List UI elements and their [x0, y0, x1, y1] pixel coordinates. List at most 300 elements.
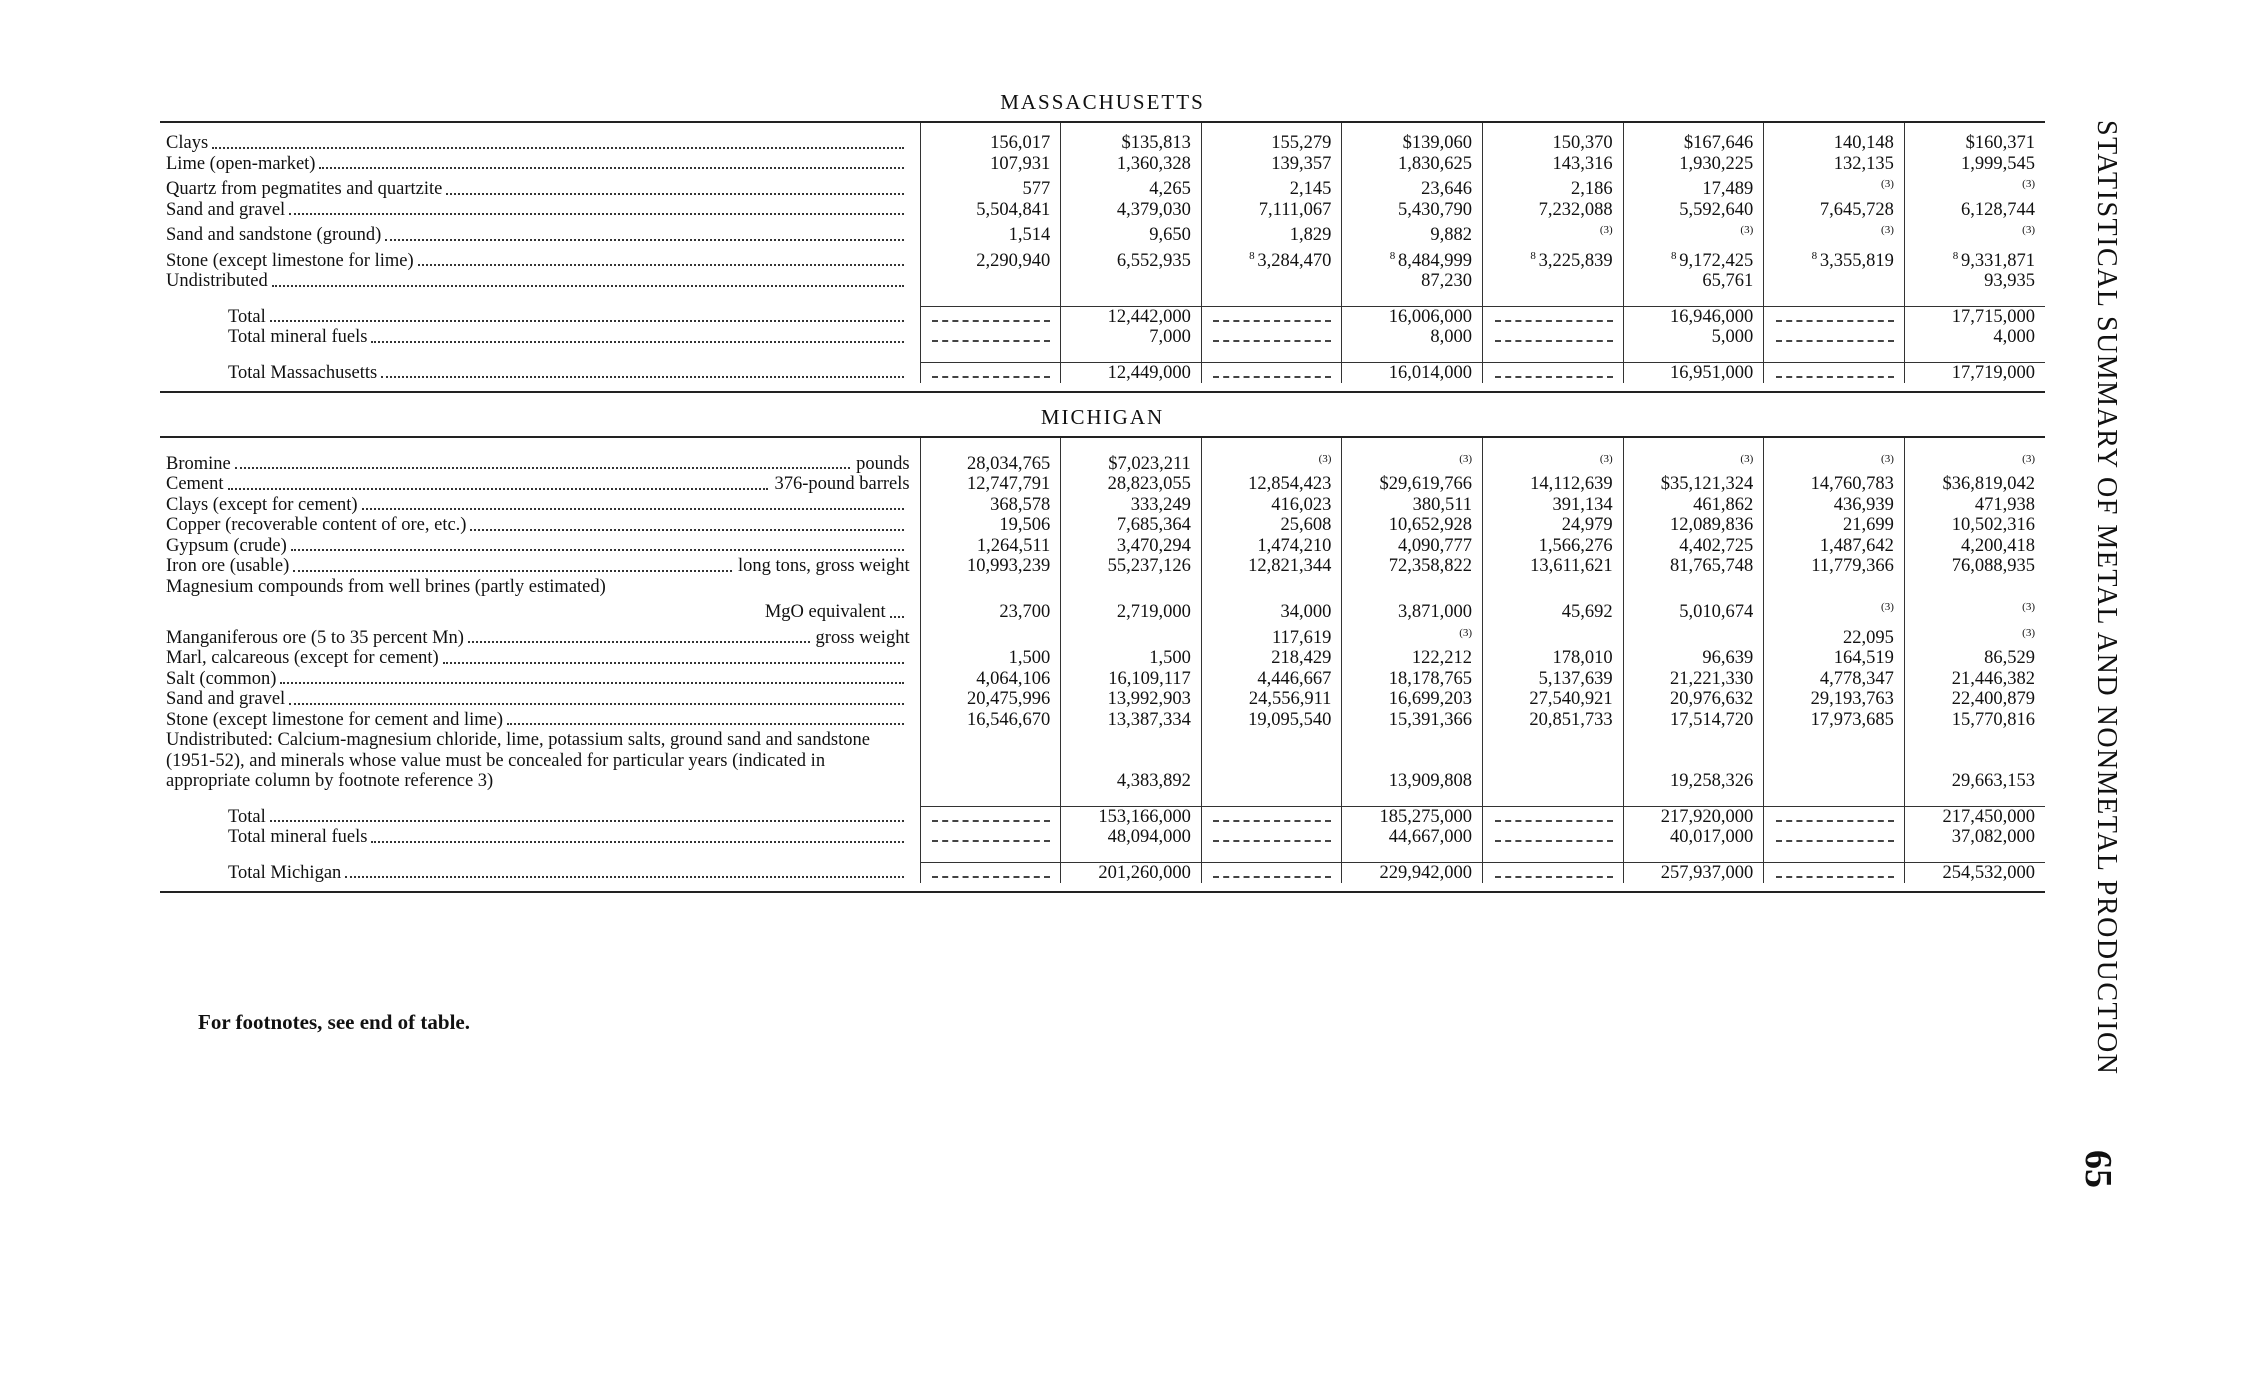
row-label: Total Michigan: [228, 862, 342, 883]
cell: [1904, 495, 2045, 516]
cell-value: (3): [1881, 224, 1894, 237]
cell-value: (3): [2022, 224, 2035, 237]
cell: [1061, 648, 1202, 669]
cell-value: 139,357: [1271, 153, 1332, 174]
cell: [1201, 220, 1342, 246]
cell-value: 1,500: [1149, 648, 1191, 669]
dash-placeholder: [1776, 367, 1894, 378]
cell: [1342, 220, 1483, 246]
cell: [1623, 556, 1764, 577]
cell: [1623, 577, 1764, 598]
row-label-cell: [160, 362, 920, 383]
cell: [1764, 623, 1905, 649]
cell: [1483, 623, 1624, 649]
row-label-cell: [160, 200, 920, 221]
cell: [1904, 515, 2045, 536]
table-row: [160, 200, 2045, 221]
cell-value: 1,999,545: [1961, 153, 2035, 174]
cell: [1483, 174, 1624, 200]
cell-value: 416,023: [1271, 494, 1332, 515]
table-row: [160, 556, 2045, 577]
row-label: Lime (open-market): [166, 153, 316, 174]
cell-value: 4,090,777: [1398, 535, 1473, 556]
row-label: Magnesium compounds from well brines (partly estimated): [166, 576, 606, 597]
cell: [1061, 669, 1202, 690]
cell-value: 254,532,000: [1942, 862, 2035, 883]
cell: [1904, 862, 2045, 883]
cell: [1201, 362, 1342, 383]
dash-placeholder: [1495, 867, 1613, 878]
cell: [1764, 862, 1905, 883]
cell: [1483, 154, 1624, 175]
cell: [1623, 862, 1764, 883]
cell: [1483, 648, 1624, 669]
dash-placeholder: [1213, 867, 1331, 878]
cell-value: 1,930,225: [1679, 153, 1754, 174]
cell-value: 201,260,000: [1098, 862, 1191, 883]
cell: [1764, 827, 1905, 848]
row-label-cell: [160, 556, 920, 577]
cell: [1201, 862, 1342, 883]
cell-value: 48,094,000: [1107, 827, 1191, 848]
cell-value: 34,000: [1280, 602, 1332, 623]
cell-value: 13,611,621: [1530, 556, 1613, 577]
cell-value: 391,134: [1552, 494, 1613, 515]
cell-value: 2,145: [1289, 179, 1332, 200]
cell-value: $^8$ 3,225,839: [1530, 249, 1613, 271]
cell: [1483, 495, 1624, 516]
cell: [1623, 174, 1764, 200]
table-row: [160, 623, 2045, 649]
row-label: Sand and gravel: [166, 199, 286, 220]
cell-value: 12,442,000: [1107, 306, 1191, 327]
table-row: [160, 220, 2045, 246]
row-unit: long tons, gross weight: [737, 556, 910, 577]
row-label: Marl, calcareous (except for cement): [166, 648, 439, 669]
table-row: [160, 174, 2045, 200]
cell: [920, 154, 1061, 175]
cell-value: 1,500: [1008, 648, 1051, 669]
cell-value: (3): [2022, 626, 2035, 639]
cell-value: 14,760,783: [1810, 474, 1894, 495]
total-row: [160, 827, 2045, 848]
leader-dots: [293, 570, 732, 572]
cell-value: 1,474,210: [1257, 535, 1332, 556]
cell-value: 4,383,892: [1116, 771, 1191, 792]
cell: [1061, 438, 1202, 474]
cell: [1623, 495, 1764, 516]
rule: [160, 391, 2045, 393]
cell-value: (3): [1881, 178, 1894, 190]
dash-placeholder: [1776, 311, 1894, 322]
leader-dots: [470, 529, 903, 531]
cell: [1483, 669, 1624, 690]
row-label: Undistributed: [166, 271, 268, 292]
cell-value: 229,942,000: [1379, 862, 1473, 883]
cell-value: 1,830,625: [1398, 153, 1473, 174]
cell: [1342, 862, 1483, 883]
table-row: [160, 669, 2045, 690]
cell-value: 7,685,364: [1116, 515, 1191, 536]
cell: [1201, 689, 1342, 710]
cell: [1904, 200, 2045, 221]
cell-value: 1,829: [1289, 225, 1332, 246]
leader-dots: [212, 147, 903, 149]
cell: [1483, 474, 1624, 495]
row-label: Sand and gravel: [166, 689, 286, 710]
cell-value: 5,137,639: [1538, 668, 1613, 689]
cell-value: 4,200,418: [1961, 535, 2035, 556]
cell-value: 436,939: [1833, 494, 1894, 515]
cell: [1623, 306, 1764, 327]
cell-value: 28,034,765: [966, 453, 1051, 474]
row-label-cell: [160, 597, 920, 623]
cell-value: 217,920,000: [1660, 806, 1754, 827]
row-label: Undistributed: Calcium-magnesium chloride, lime, potassium salts, ground sand and sandstone (1951-52), and minerals whose value must be concealed for particular years (indicated in appropriate column by footnote reference 3): [166, 730, 870, 792]
cell: [920, 806, 1061, 827]
cell-value: 4,446,667: [1257, 668, 1332, 689]
cell-value: 17,715,000: [1951, 306, 2035, 327]
cell: [1201, 246, 1342, 272]
cell: [1342, 362, 1483, 383]
cell: [1342, 474, 1483, 495]
row-label-cell: [160, 689, 920, 710]
cell-value: 40,017,000: [1670, 827, 1754, 848]
cell-value: $^8$ 9,172,425: [1671, 249, 1754, 271]
cell-value: 65,761: [1702, 271, 1754, 292]
cell: [1342, 246, 1483, 272]
cell-value: 10,652,928: [1388, 515, 1473, 536]
cell-value: 22,400,879: [1951, 689, 2035, 710]
spacer-row: [160, 792, 2045, 807]
cell: [1904, 827, 2045, 848]
cell: [1061, 710, 1202, 731]
cell-value: 7,111,067: [1258, 199, 1332, 220]
cell: [1342, 495, 1483, 516]
cell-value: 150,370: [1552, 133, 1613, 153]
leader-dots: [289, 703, 903, 705]
cell: [1061, 515, 1202, 536]
cell: [1061, 327, 1202, 348]
dash-placeholder: [932, 311, 1050, 322]
cell-value: 178,010: [1552, 648, 1613, 669]
cell-value: (3): [1881, 601, 1894, 614]
cell: [1483, 327, 1624, 348]
row-label-cell: [160, 536, 920, 557]
row-unit: gross weight: [815, 627, 910, 648]
cell-value: 24,979: [1561, 515, 1613, 536]
cell: [1342, 689, 1483, 710]
cell: [920, 362, 1061, 383]
dash-placeholder: [1776, 811, 1894, 822]
cell: [920, 327, 1061, 348]
cell: [1201, 306, 1342, 327]
footnote-note: For footnotes, see end of table.: [198, 1010, 470, 1034]
cell: [1342, 515, 1483, 536]
cell: [1764, 474, 1905, 495]
cell-value: 8,000: [1430, 327, 1473, 348]
cell: [1764, 271, 1905, 292]
table-row: [160, 689, 2045, 710]
cell-value: 156,017: [990, 133, 1051, 153]
cell-value: 2,186: [1571, 179, 1613, 200]
cell: [1764, 689, 1905, 710]
cell: [1764, 577, 1905, 598]
cell: [1483, 827, 1624, 848]
cell-value: 28,823,055: [1107, 474, 1191, 495]
cell: [1342, 730, 1483, 792]
cell-value: 96,639: [1702, 648, 1754, 669]
cell: [1342, 710, 1483, 731]
cell: [920, 623, 1061, 649]
cell: [1623, 123, 1764, 154]
cell: [920, 220, 1061, 246]
cell: [1904, 123, 2045, 154]
leader-dots: [468, 641, 810, 643]
cell-value: $29,619,766: [1379, 474, 1473, 495]
row-label: Copper (recoverable content of ore, etc.): [166, 515, 467, 536]
cell: [1061, 174, 1202, 200]
cell: [920, 306, 1061, 327]
row-label: Clays: [166, 133, 209, 153]
leader-dots: [235, 467, 850, 469]
cell: [1201, 556, 1342, 577]
cell-value: 19,258,326: [1670, 771, 1754, 792]
row-label: Stone (except limestone for lime): [166, 250, 414, 271]
cell-value: 164,519: [1833, 648, 1894, 669]
row-label: Total mineral fuels: [228, 327, 368, 348]
cell: [1623, 669, 1764, 690]
cell: [920, 123, 1061, 154]
cell: [1061, 597, 1202, 623]
cell: [1342, 271, 1483, 292]
cell-value: $36,819,042: [1942, 474, 2035, 495]
cell: [1061, 123, 1202, 154]
cell: [1201, 327, 1342, 348]
leader-dots: [319, 167, 903, 169]
leader-dots: [272, 285, 904, 287]
dash-placeholder: [932, 811, 1050, 822]
cell-value: 5,430,790: [1398, 199, 1473, 220]
cell-value: 13,387,334: [1107, 709, 1191, 730]
cell-value: 143,316: [1552, 153, 1613, 174]
cell: [1061, 577, 1202, 598]
cell: [1061, 730, 1202, 792]
cell: [1623, 536, 1764, 557]
cell-value: 6,128,744: [1961, 199, 2035, 220]
cell: [1764, 730, 1905, 792]
dash-placeholder: [932, 367, 1050, 378]
cell: [1483, 689, 1624, 710]
cell: [1764, 362, 1905, 383]
cell: [1483, 806, 1624, 827]
cell-value: $35,121,324: [1660, 474, 1754, 495]
cell: [1904, 306, 2045, 327]
cell: [1483, 306, 1624, 327]
cell-value: 4,265: [1149, 179, 1191, 200]
table-row: [160, 597, 2045, 623]
cell-value: $167,646: [1683, 133, 1754, 153]
row-label: Clays (except for cement): [166, 494, 358, 515]
leader-dots: [890, 616, 904, 618]
cell: [1764, 556, 1905, 577]
cell: [1764, 327, 1905, 348]
dash-placeholder: [1776, 867, 1894, 878]
cell: [1483, 123, 1624, 154]
row-label: Gypsum (crude): [166, 535, 287, 556]
cell: [1061, 827, 1202, 848]
table-massachusetts: [160, 123, 2045, 383]
cell: [1764, 246, 1905, 272]
cell: [1342, 306, 1483, 327]
cell-value: 23,700: [999, 602, 1051, 623]
cell: [1201, 123, 1342, 154]
cell-value: 12,747,791: [966, 474, 1051, 495]
cell-value: 18,178,765: [1388, 668, 1473, 689]
cell: [1764, 306, 1905, 327]
cell-value: 7,645,728: [1819, 199, 1894, 220]
row-label-cell: [160, 438, 920, 474]
state-heading-michigan: MICHIGAN: [1040, 405, 1165, 430]
cell: [1904, 730, 2045, 792]
table-michigan: [160, 438, 2045, 883]
cell: [1904, 327, 2045, 348]
cell-value: 117,619: [1271, 627, 1332, 648]
cell: [1764, 669, 1905, 690]
row-label-cell: [160, 827, 920, 848]
cell-value: 19,095,540: [1248, 709, 1332, 730]
cell: [920, 827, 1061, 848]
cell: [1483, 515, 1624, 536]
row-label-cell: [160, 577, 920, 598]
cell: [1061, 536, 1202, 557]
cell: [1061, 806, 1202, 827]
cell: [920, 515, 1061, 536]
cell-value: $160,371: [1965, 133, 2035, 153]
cell: [1764, 648, 1905, 669]
row-label-cell: [160, 648, 920, 669]
dash-placeholder: [1495, 367, 1613, 378]
cell-value: 7,000: [1149, 327, 1191, 348]
cell: [1764, 154, 1905, 175]
cell-value: 6,552,935: [1116, 250, 1191, 271]
cell-value: 132,135: [1833, 153, 1894, 174]
cell-value: 20,851,733: [1529, 709, 1613, 730]
cell-value: 5,000: [1711, 327, 1754, 348]
row-label-cell: [160, 327, 920, 348]
table-row: [160, 154, 2045, 175]
cell-value: 76,088,935: [1951, 556, 2035, 577]
dash-placeholder: [1776, 831, 1894, 842]
dash-placeholder: [1495, 811, 1613, 822]
cell-value: 19,506: [999, 515, 1051, 536]
row-label-cell: [160, 862, 920, 883]
total-row: [160, 806, 2045, 827]
total-row: [160, 327, 2045, 348]
cell-value: 122,212: [1411, 648, 1473, 669]
cell-value: (3): [1740, 452, 1754, 465]
cell: [1201, 154, 1342, 175]
cell-value: 93,935: [1984, 271, 2035, 292]
cell-value: (3): [2022, 452, 2035, 465]
table-row: [160, 474, 2045, 495]
cell: [1764, 200, 1905, 221]
cell: [1483, 862, 1624, 883]
cell: [920, 689, 1061, 710]
cell-value: 16,951,000: [1670, 362, 1754, 383]
row-label-cell: [160, 306, 920, 327]
cell: [1061, 474, 1202, 495]
state-heading-massachusetts: MASSACHUSETTS: [1000, 90, 1205, 114]
leader-dots: [371, 341, 903, 343]
cell: [1623, 438, 1764, 474]
spacer-row: [160, 292, 2045, 307]
row-label-cell: [160, 710, 920, 731]
row-label: Total mineral fuels: [228, 827, 368, 848]
leader-dots: [228, 488, 769, 490]
cell: [1061, 154, 1202, 175]
cell-value: 155,279: [1271, 133, 1332, 153]
cell-value: 185,275,000: [1379, 806, 1473, 827]
cell: [1623, 200, 1764, 221]
dash-placeholder: [932, 831, 1050, 842]
cell-value: 15,770,816: [1951, 709, 2035, 730]
leader-dots: [270, 820, 904, 822]
cell-value: 29,663,153: [1951, 771, 2035, 792]
row-unit: MgO equivalent: [764, 602, 886, 623]
row-label-cell: [160, 474, 920, 495]
cell: [1623, 154, 1764, 175]
cell-value: (3): [1740, 224, 1754, 237]
cell-value: 217,450,000: [1942, 806, 2035, 827]
cell: [1061, 862, 1202, 883]
cell: [1342, 154, 1483, 175]
cell-value: 461,862: [1693, 494, 1754, 515]
cell-value: 3,470,294: [1116, 535, 1191, 556]
cell-value: 55,237,126: [1107, 556, 1191, 577]
dash-placeholder: [932, 331, 1050, 342]
table-row: [160, 515, 2045, 536]
leader-dots: [362, 508, 904, 510]
cell: [1904, 623, 2045, 649]
cell-value: 471,938: [1974, 494, 2035, 515]
cell: [1061, 556, 1202, 577]
cell-value: (3): [1599, 452, 1613, 465]
dash-placeholder: [1776, 331, 1894, 342]
cell: [1483, 246, 1624, 272]
cell: [1201, 200, 1342, 221]
cell-value: 16,006,000: [1388, 306, 1473, 327]
cell-value: 333,249: [1130, 494, 1191, 515]
cell: [920, 577, 1061, 598]
cell: [1904, 174, 2045, 200]
cell: [1623, 515, 1764, 536]
table-row: [160, 271, 2045, 292]
cell-value: 12,449,000: [1107, 362, 1191, 383]
cell-value: $^8$ 8,484,999: [1389, 249, 1473, 271]
row-label-cell: [160, 730, 920, 792]
cell-value: 17,489: [1702, 179, 1754, 200]
cell-value: 44,667,000: [1388, 827, 1473, 848]
table-row: [160, 577, 2045, 598]
cell: [1061, 689, 1202, 710]
cell-value: 9,650: [1149, 225, 1191, 246]
cell-value: 29,193,763: [1810, 689, 1894, 710]
cell: [1623, 827, 1764, 848]
leader-dots: [418, 264, 904, 266]
cell-value: 81,765,748: [1670, 556, 1754, 577]
cell: [1342, 669, 1483, 690]
